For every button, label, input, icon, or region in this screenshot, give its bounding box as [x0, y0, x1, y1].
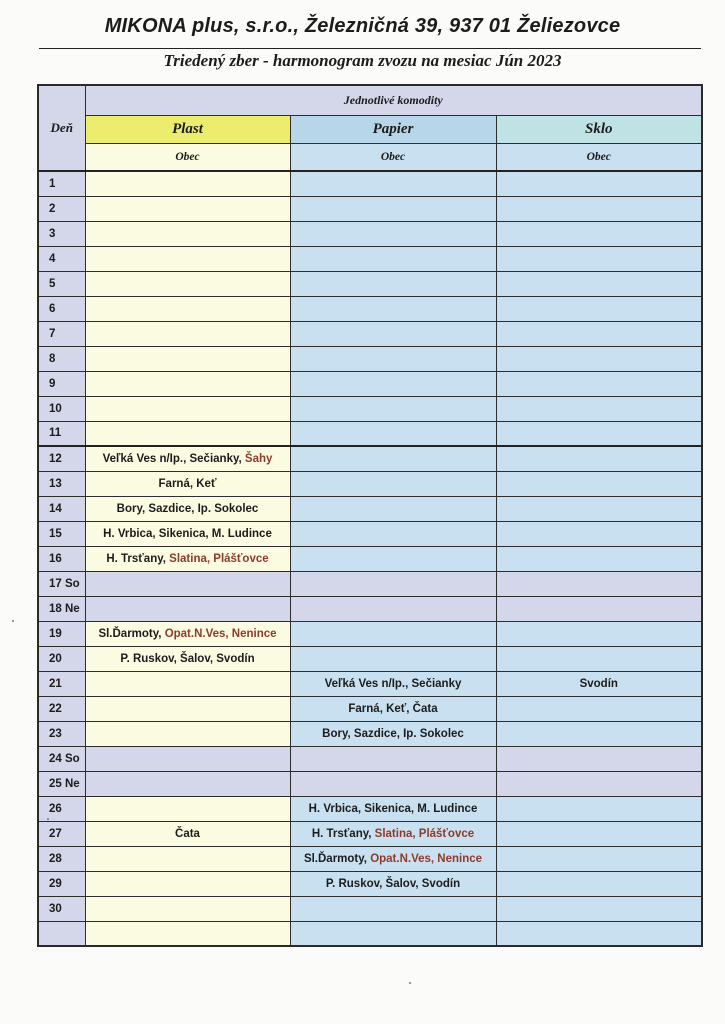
- day-column-header: Deň: [38, 85, 85, 171]
- village-text: Sl.Ďarmoty,: [303, 852, 371, 865]
- table-row: [38, 921, 702, 946]
- papier-cell: [290, 521, 496, 546]
- plast-cell: [85, 646, 290, 671]
- day-number: 25 Ne: [38, 771, 85, 796]
- highlighted-village-text: Šahy: [244, 452, 273, 465]
- papier-cell: [290, 346, 496, 371]
- table-row: [38, 296, 702, 321]
- day-number: 13: [38, 471, 85, 496]
- papier-cell: [290, 471, 496, 496]
- plast-cell: [85, 721, 290, 746]
- papier-obec-subheader: Obec: [290, 143, 496, 171]
- table-row: [38, 521, 702, 546]
- papier-column-header: Papier: [290, 115, 496, 143]
- day-number: 12: [38, 446, 85, 471]
- day-number: 17 So: [38, 571, 85, 596]
- highlighted-village-text: Opat.N.Ves, Nenince: [164, 627, 277, 640]
- day-number: 28: [38, 846, 85, 871]
- sklo-cell: [496, 646, 702, 671]
- plast-cell: [85, 571, 290, 596]
- day-number: 1: [38, 171, 85, 196]
- papier-cell: [290, 846, 496, 871]
- table-row: [38, 421, 702, 446]
- day-number: 24 So: [38, 746, 85, 771]
- day-number: 27: [38, 821, 85, 846]
- village-text: Bory, Sazdice, Ip. Sokolec: [116, 502, 259, 515]
- papier-cell: [290, 396, 496, 421]
- day-number: 21: [38, 671, 85, 696]
- plast-cell: [85, 546, 290, 571]
- papier-cell: [290, 546, 496, 571]
- plast-cell: [85, 696, 290, 721]
- village-text: H. Trsťany,: [311, 827, 375, 840]
- papier-cell: [290, 621, 496, 646]
- sklo-obec-subheader: Obec: [496, 143, 702, 171]
- day-number: 22: [38, 696, 85, 721]
- village-text: Veľká Ves n/Ip., Sečianky,: [102, 452, 245, 465]
- papier-cell: [290, 446, 496, 471]
- village-text: P. Ruskov, Šalov, Svodín: [325, 877, 461, 890]
- papier-cell: [290, 746, 496, 771]
- day-number: 16: [38, 546, 85, 571]
- table-row: [38, 346, 702, 371]
- papier-cell: [290, 646, 496, 671]
- sklo-cell: [496, 846, 702, 871]
- papier-cell: [290, 421, 496, 446]
- sklo-cell: [496, 296, 702, 321]
- table-row: [38, 746, 702, 771]
- papier-cell: [290, 321, 496, 346]
- day-number: 14: [38, 496, 85, 521]
- sklo-cell: [496, 746, 702, 771]
- village-text: P. Ruskov, Šalov, Svodín: [120, 652, 255, 665]
- day-number: 20: [38, 646, 85, 671]
- village-text: Bory, Sazdice, Ip. Sokolec: [322, 727, 464, 740]
- village-text: Čata: [175, 827, 200, 840]
- papier-cell: [290, 771, 496, 796]
- table-row: [38, 321, 702, 346]
- scan-speck: [409, 982, 411, 984]
- plast-cell: [85, 596, 290, 621]
- plast-cell: [85, 871, 290, 896]
- sklo-cell: [496, 596, 702, 621]
- papier-cell: [290, 871, 496, 896]
- sklo-cell: [496, 196, 702, 221]
- papier-cell: [290, 246, 496, 271]
- sklo-cell: [496, 821, 702, 846]
- village-text: Sl.Ďarmoty,: [98, 627, 165, 640]
- table-row: [38, 546, 702, 571]
- village-text: Farná, Keť, Čata: [348, 702, 438, 715]
- sklo-cell: [496, 346, 702, 371]
- day-number: 26: [38, 796, 85, 821]
- day-number: 6: [38, 296, 85, 321]
- table-row: [38, 646, 702, 671]
- papier-cell: [290, 671, 496, 696]
- table-row: [38, 621, 702, 646]
- papier-cell: [290, 371, 496, 396]
- day-number: 4: [38, 246, 85, 271]
- sklo-cell: [496, 171, 702, 196]
- commodities-header: Jednotlivé komodity: [85, 85, 702, 115]
- company-header: MIKONA plus, s.r.o., Železničná 39, 937 01 Želiezovce: [104, 15, 621, 37]
- plast-cell: [85, 396, 290, 421]
- day-number: 3: [38, 221, 85, 246]
- day-number: 11: [38, 421, 85, 446]
- sklo-cell: [496, 521, 702, 546]
- village-text: Veľká Ves n/Ip., Sečianky: [324, 677, 462, 690]
- highlighted-village-text: Opat.N.Ves, Nenince: [370, 852, 483, 865]
- table-row: [38, 246, 702, 271]
- table-row: [38, 171, 702, 196]
- plast-cell: [85, 296, 290, 321]
- plast-obec-subheader: Obec: [85, 143, 290, 171]
- day-number: 19: [38, 621, 85, 646]
- table-row: [38, 846, 702, 871]
- papier-cell: [290, 796, 496, 821]
- plast-cell: [85, 346, 290, 371]
- papier-cell: [290, 571, 496, 596]
- scan-speck: [47, 818, 49, 820]
- sklo-column-header: Sklo: [496, 115, 702, 143]
- table-row: [38, 721, 702, 746]
- plast-cell: [85, 221, 290, 246]
- table-row: [38, 496, 702, 521]
- day-number: 9: [38, 371, 85, 396]
- sklo-cell: [496, 471, 702, 496]
- plast-cell: [85, 271, 290, 296]
- papier-cell: [290, 496, 496, 521]
- plast-cell: [85, 846, 290, 871]
- table-row: [38, 571, 702, 596]
- papier-cell: [290, 221, 496, 246]
- table-row: [38, 871, 702, 896]
- table-row: [38, 796, 702, 821]
- sklo-cell: [496, 796, 702, 821]
- papier-cell: [290, 596, 496, 621]
- table-row: [38, 596, 702, 621]
- day-number: 15: [38, 521, 85, 546]
- table-row: [38, 696, 702, 721]
- sklo-cell: [496, 246, 702, 271]
- sklo-cell: [496, 771, 702, 796]
- plast-cell: [85, 246, 290, 271]
- village-text: H. Vrbica, Sikenica, M. Ludince: [103, 527, 272, 540]
- sklo-cell: [496, 446, 702, 471]
- plast-cell: [85, 821, 290, 846]
- sklo-cell: [496, 621, 702, 646]
- plast-cell: [85, 371, 290, 396]
- day-number: 18 Ne: [38, 596, 85, 621]
- plast-cell: [85, 321, 290, 346]
- table-row: [38, 446, 702, 471]
- table-row: [38, 896, 702, 921]
- sklo-cell: [496, 921, 702, 946]
- table-row: [38, 271, 702, 296]
- papier-cell: [290, 721, 496, 746]
- sklo-cell: [496, 496, 702, 521]
- table-row: [38, 821, 702, 846]
- sklo-cell: [496, 671, 702, 696]
- day-number: 8: [38, 346, 85, 371]
- table-row: [38, 771, 702, 796]
- scan-speck: [12, 620, 14, 622]
- sklo-cell: [496, 721, 702, 746]
- sklo-cell: [496, 271, 702, 296]
- village-text: Svodín: [579, 677, 618, 690]
- highlighted-village-text: Slatina, Plášťovce: [374, 827, 475, 840]
- day-number: 29: [38, 871, 85, 896]
- village-text: Farná, Keť: [158, 477, 217, 490]
- table-row: [38, 471, 702, 496]
- collection-schedule-table: [37, 84, 703, 947]
- day-number: 23: [38, 721, 85, 746]
- plast-cell: [85, 921, 290, 946]
- plast-cell: [85, 621, 290, 646]
- plast-cell: [85, 171, 290, 196]
- plast-cell: [85, 421, 290, 446]
- day-number: 5: [38, 271, 85, 296]
- plast-cell: [85, 471, 290, 496]
- sklo-cell: [496, 571, 702, 596]
- sklo-cell: [496, 321, 702, 346]
- sklo-cell: [496, 896, 702, 921]
- sklo-cell: [496, 396, 702, 421]
- papier-cell: [290, 921, 496, 946]
- papier-cell: [290, 896, 496, 921]
- plast-cell: [85, 771, 290, 796]
- plast-cell: [85, 446, 290, 471]
- day-number: 7: [38, 321, 85, 346]
- village-text: H. Trsťany,: [106, 552, 170, 565]
- plast-cell: [85, 746, 290, 771]
- sklo-cell: [496, 696, 702, 721]
- sklo-cell: [496, 221, 702, 246]
- day-number: [38, 921, 85, 946]
- plast-column-header: Plast: [85, 115, 290, 143]
- table-row: [38, 221, 702, 246]
- plast-cell: [85, 196, 290, 221]
- day-number: 2: [38, 196, 85, 221]
- plast-cell: [85, 671, 290, 696]
- sklo-cell: [496, 371, 702, 396]
- schedule-title: Triedený zber - harmonogram zvozu na mesiac Jún 2023: [163, 51, 562, 70]
- papier-cell: [290, 821, 496, 846]
- plast-cell: [85, 796, 290, 821]
- village-text: H. Vrbica, Sikenica, M. Ludince: [308, 802, 478, 815]
- papier-cell: [290, 196, 496, 221]
- papier-cell: [290, 696, 496, 721]
- papier-cell: [290, 171, 496, 196]
- table-row: [38, 196, 702, 221]
- sklo-cell: [496, 871, 702, 896]
- plast-cell: [85, 521, 290, 546]
- papier-cell: [290, 271, 496, 296]
- sklo-cell: [496, 421, 702, 446]
- table-row: [38, 371, 702, 396]
- plast-cell: [85, 896, 290, 921]
- sklo-cell: [496, 546, 702, 571]
- table-row: [38, 671, 702, 696]
- header-rule: [39, 48, 701, 49]
- day-number: 30: [38, 896, 85, 921]
- highlighted-village-text: Slatina, Plášťovce: [169, 552, 269, 565]
- table-row: [38, 396, 702, 421]
- papier-cell: [290, 296, 496, 321]
- plast-cell: [85, 496, 290, 521]
- schedule-rows: [38, 171, 702, 946]
- day-number: 10: [38, 396, 85, 421]
